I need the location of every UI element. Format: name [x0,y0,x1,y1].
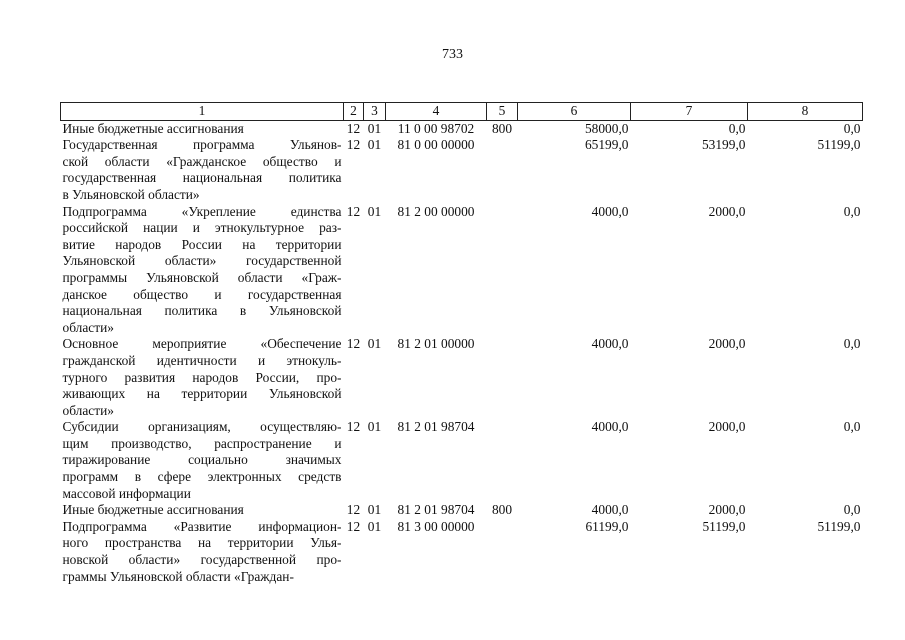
table-row [61,519,863,585]
column-header: 6 [518,103,631,121]
amount-col8-cell: 0,0 [843,120,861,136]
row-name-cell [61,120,344,137]
header-row [61,103,863,121]
row-name-line: программы Ульяновской области «Граж- [62,269,342,285]
subsection-code-cell: 01 [367,518,382,534]
row-name-line: массовой информации [62,485,191,501]
section-code-cell: 12 [346,502,361,518]
row-name-cell [61,419,344,502]
subsection-code-cell: 01 [367,336,382,352]
expense-type-cell [487,204,518,337]
amount-col8-cell: 0,0 [843,336,861,352]
row-name-line: в Ульяновской области» [62,186,200,202]
page-number: 733 [442,47,463,62]
row-name-cell [61,519,344,585]
row-name-cell [61,502,344,519]
amount-col6-cell: 4000,0 [591,502,629,518]
row-name-line: Субсидии организациям, осуществляю- [62,419,342,435]
section-code-cell: 12 [346,137,361,153]
target-article-cell: 81 2 01 00000 [397,336,475,352]
section-code-cell: 12 [346,203,361,219]
row-name-line: Иные бюджетные ассигнования [62,502,244,518]
row-name-line: Ульяновской области» государственной [62,253,342,269]
row-name-line: ного пространства на территории Улья- [62,535,342,551]
row-name-cell [61,204,344,337]
row-name-line: ской области «Гражданское общество и [62,153,342,169]
expense-type-cell [487,419,518,502]
subsection-code-cell: 01 [367,203,382,219]
target-article-cell: 11 0 00 98702 [397,120,475,136]
row-name-line: программ в сфере электронных средств [62,469,342,485]
subsection-code-cell: 01 [367,120,382,136]
amount-col6-cell: 58000,0 [584,120,629,136]
row-name-line: турного развития народов России, про- [62,369,342,385]
row-name-cell [61,137,344,203]
table-row [61,419,863,502]
row-name-line: новской области» государственной про- [62,552,342,568]
table-row [61,204,863,337]
expense-type-cell [487,137,518,203]
row-name-line: Подпрограмма «Развитие информацион- [62,518,342,534]
amount-col6-cell: 4000,0 [591,203,629,219]
row-name-line: Основное мероприятие «Обеспечение [62,336,342,352]
row-name-line: национальная политика в Ульяновской [62,303,342,319]
row-name-line: щим производство, распространение и [62,435,342,451]
budget-table [60,102,863,585]
row-name-line: данское общество и государственная [62,286,342,302]
amount-col8-cell: 51199,0 [817,518,861,534]
expense-type-cell: 800 [491,120,513,136]
table-body [61,120,863,585]
row-name-line: государственная национальная политика [62,170,342,186]
expense-type-cell [487,336,518,419]
row-name-line: гражданской идентичности и этнокуль- [62,352,342,368]
section-code-cell: 12 [346,336,361,352]
target-article-cell: 81 2 01 98704 [397,419,475,435]
expense-type-cell: 800 [491,502,513,518]
amount-col7-cell: 2000,0 [708,419,746,435]
table-row [61,336,863,419]
row-name-line: Иные бюджетные ассигнования [62,120,244,136]
target-article-cell: 81 2 01 98704 [397,502,475,518]
amount-col8-cell: 0,0 [843,502,861,518]
amount-col7-cell: 2000,0 [708,336,746,352]
amount-col6-cell: 65199,0 [584,137,629,153]
row-name-line: тиражирование социально значимых [62,452,342,468]
amount-col7-cell: 0,0 [728,120,746,136]
amount-col7-cell: 53199,0 [701,137,746,153]
amount-col6-cell: 4000,0 [591,336,629,352]
row-name-line: российской нации и этнокультурное раз- [62,220,342,236]
amount-col6-cell: 61199,0 [585,518,629,534]
row-name-line: Подпрограмма «Укрепление единства [62,203,342,219]
row-name-cell [61,336,344,419]
subsection-code-cell: 01 [367,502,382,518]
row-name-line: граммы Ульяновской области «Граждан- [62,568,294,584]
column-header: 1 [61,103,344,121]
amount-col8-cell: 0,0 [843,419,861,435]
row-name-line: области» [62,319,114,335]
row-name-line: области» [62,402,114,418]
amount-col7-cell: 51199,0 [702,518,746,534]
section-code-cell: 12 [346,120,361,136]
subsection-code-cell: 01 [367,419,382,435]
target-article-cell: 81 0 00 00000 [397,137,475,153]
row-name-line: Государственная программа Ульянов- [62,137,342,153]
table-row [61,137,863,203]
column-header: 3 [364,103,386,121]
amount-col6-cell: 4000,0 [591,419,629,435]
table-row [61,120,863,137]
section-code-cell: 12 [346,419,361,435]
table-row [61,502,863,519]
amount-col7-cell: 2000,0 [708,203,746,219]
column-header: 2 [344,103,364,121]
row-name-line: витие народов России на территории [62,236,342,252]
amount-col8-cell: 51199,0 [817,137,861,153]
section-code-cell: 12 [346,518,361,534]
column-header: 8 [748,103,863,121]
column-header: 7 [631,103,748,121]
target-article-cell: 81 3 00 00000 [397,518,475,534]
target-article-cell: 81 2 00 00000 [397,203,475,219]
column-header: 5 [487,103,518,121]
expense-type-cell [487,519,518,585]
amount-col7-cell: 2000,0 [708,502,746,518]
column-header: 4 [386,103,487,121]
amount-col8-cell: 0,0 [843,203,861,219]
subsection-code-cell: 01 [367,137,382,153]
row-name-line: живающих на территории Ульяновской [62,386,342,402]
